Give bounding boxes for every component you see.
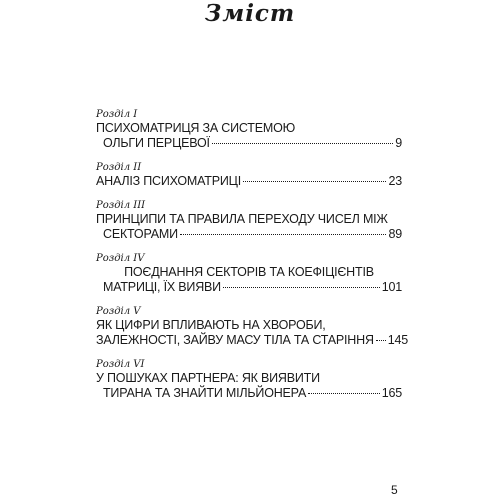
toc-entry-section-3[interactable] <box>96 199 402 242</box>
section-label: Розділ IV <box>96 253 145 264</box>
entry-title-line-2: СЕКТОРАМИ <box>103 227 178 241</box>
entry-title-line-1: ЯК ЦИФРИ ВПЛИВАЮТЬ НА ХВОРОБИ, <box>96 318 326 332</box>
section-label: Розділ III <box>96 200 146 211</box>
section-label: Розділ V <box>96 306 141 317</box>
entry-title-line-1: У ПОШУКАХ ПАРТНЕРА: ЯК ВИЯВИТИ <box>96 371 320 385</box>
entry-last-line <box>96 333 409 348</box>
dot-leader <box>212 143 393 144</box>
toc-entry-section-6[interactable] <box>96 358 402 401</box>
page-title: Зміст <box>204 0 296 27</box>
entry-last-line <box>96 227 402 242</box>
entry-title-line-1: АНАЛІЗ ПСИХОМАТРИЦІ <box>96 174 241 188</box>
entry-title-line-2: ТИРАНА ТА ЗНАЙТИ МІЛЬЙОНЕРА <box>103 386 307 400</box>
toc-entry-section-4[interactable] <box>96 252 402 295</box>
page-number: 89 <box>388 227 402 241</box>
page-number: 101 <box>381 280 402 294</box>
toc-entry-section-2[interactable] <box>96 161 402 189</box>
page-number: 165 <box>381 386 402 400</box>
entry-title-line-1: ПСИХОМАТРИЦЯ ЗА СИСТЕМОЮ <box>96 121 296 135</box>
section-label: Розділ VI <box>96 359 145 370</box>
page-number: 23 <box>388 174 402 188</box>
entry-last-line <box>96 136 402 151</box>
dot-leader <box>376 340 386 341</box>
entry-last-line <box>96 386 402 401</box>
toc-entry-section-1[interactable] <box>96 108 402 151</box>
toc-entry-section-5[interactable] <box>96 305 409 348</box>
dot-leader <box>243 181 387 182</box>
page-number: 145 <box>387 333 409 347</box>
section-label: Розділ II <box>96 162 142 173</box>
entry-title-line-2: ОЛЬГИ ПЕРЦЕВОЇ <box>103 136 210 150</box>
folio-page-number: 5 <box>391 483 398 497</box>
dot-leader <box>308 393 380 394</box>
dot-leader <box>223 287 380 288</box>
entry-last-line <box>96 280 402 295</box>
table-of-contents <box>96 108 409 411</box>
page-number: 9 <box>395 136 402 150</box>
entry-title-line-2: МАТРИЦІ, ЇХ ВИЯВИ <box>103 280 221 294</box>
entry-title-line-1: ПРИНЦИПИ ТА ПРАВИЛА ПЕРЕХОДУ ЧИСЕЛ МІЖ <box>96 212 388 226</box>
entry-title-line-1: ПОЄДНАННЯ СЕКТОРІВ ТА КОЕФІЦІЄНТІВ <box>124 265 374 279</box>
section-label: Розділ I <box>96 109 138 120</box>
entry-title-line-2: ЗАЛЕЖНОСТІ, ЗАЙВУ МАСУ ТІЛА ТА СТАРІННЯ <box>96 333 374 347</box>
dot-leader <box>180 234 387 235</box>
entry-last-line <box>96 174 402 189</box>
